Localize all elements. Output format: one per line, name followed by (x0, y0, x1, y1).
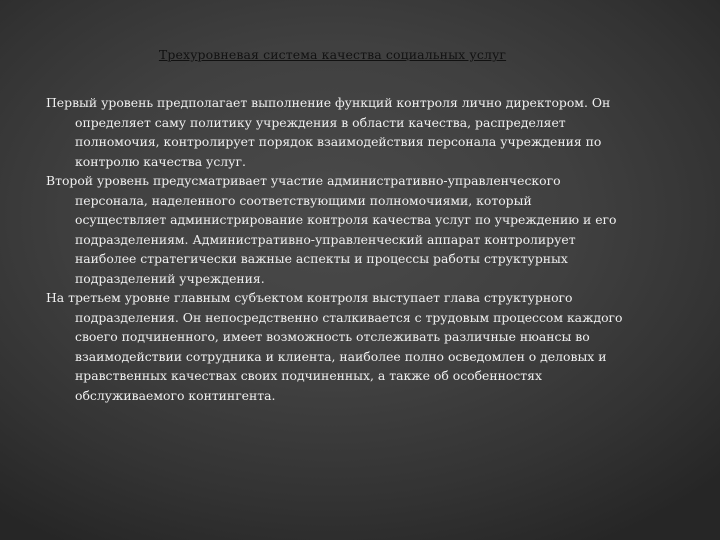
slide-body (46, 93, 626, 405)
paragraph-second-level: Второй уровень предусматривает участие административно-управленческого персонала, наделенного соответствующими полномочиями, который осуществляет администрирование контроля качества услуг по учреждению и его подразделениям. Административно-управленческий аппарат контролирует наиболее стратегически важные аспекты и процессы работы структурных подразделений учреждения. (46, 173, 617, 286)
paragraph-first-level: Первый уровень предполагает выполнение функций контроля лично директором. Он определяет саму политику учреждения в области качества, распределяет полномочия, контролирует порядок взаимодействия персонала учреждения по контролю качества услуг. (46, 95, 611, 169)
paragraph-third-level: На третьем уровне главным субъектом контроля выступает глава структурного подразделения. Он непосредственно сталкивается с трудовым процессом каждого своего подчиненного, имеет возможность отслеживать различные нюансы во взаимодействии сотрудника и клиента, наиболее полно осведомлен о деловых и нравственных качествах своих подчиненных, а также об особенностях обслуживаемого контингента. (46, 290, 623, 403)
slide-title: Трехуровневая система качества социальных услуг (158, 47, 507, 62)
